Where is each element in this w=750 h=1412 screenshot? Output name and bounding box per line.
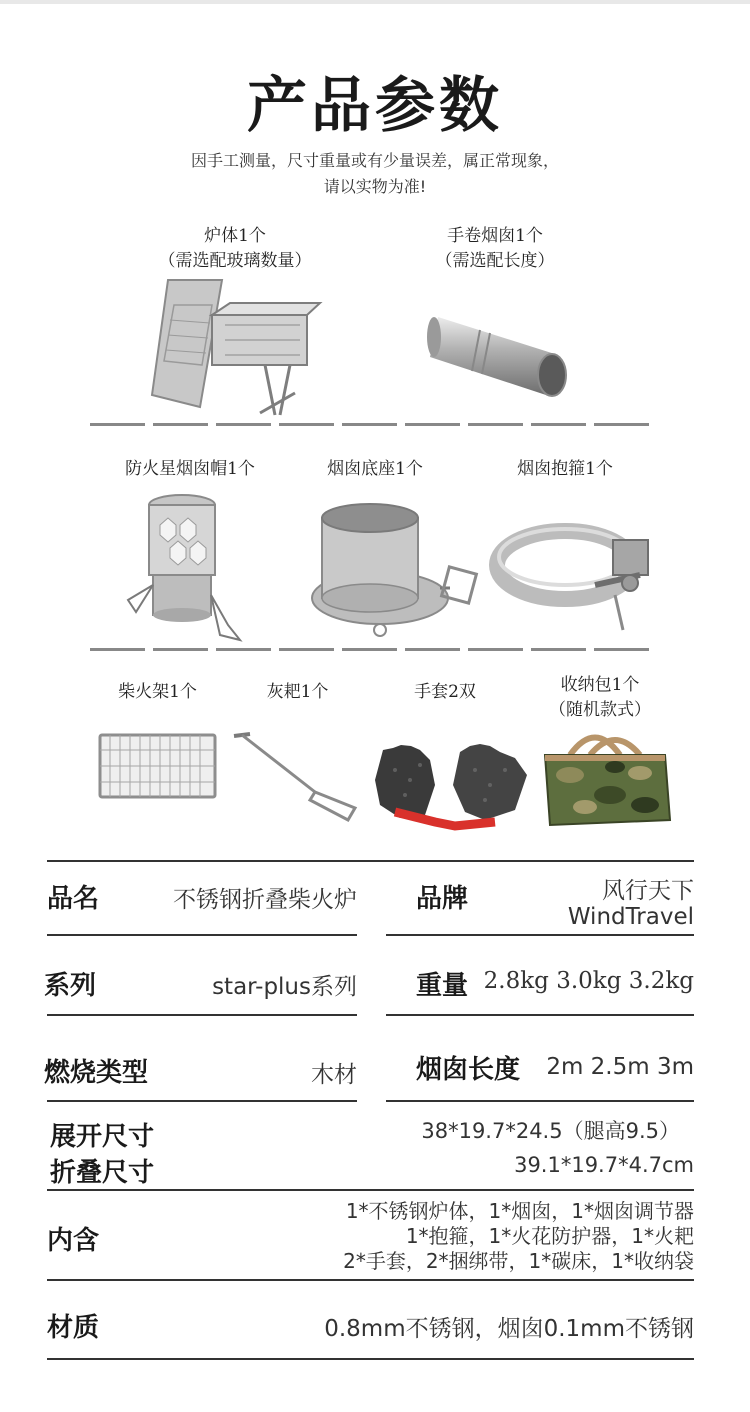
item-spark-cap-caption: 防火星烟囱帽1个 [125,459,255,479]
spec-divider [47,934,357,936]
spec-brand-value-cn: 风行天下 [602,878,694,904]
spec-top-line [47,860,694,862]
chimney-base-image [300,500,475,640]
spec-contents-line2: 1*抱箍，1*火花防护器，1*火耙 [405,1224,694,1248]
spec-chimney-length-value: 2m 2.5m 3m [546,1054,694,1080]
item-pipe-caption: 手卷烟囱1个 （需选配长度） [435,226,555,271]
spec-fold-size-value: 39.1*19.7*4.7cm [514,1153,694,1177]
spec-series-label: 系列 [44,971,97,1001]
spec-divider [386,934,694,936]
gloves-image [365,740,530,835]
spark-cap-image [120,490,250,645]
spec-series-value: star-plus系列 [212,974,357,1000]
grate-image [95,730,220,805]
spec-material-label: 材质 [47,1313,100,1343]
pipe-image [430,305,575,395]
spec-divider [47,1189,694,1191]
spec-open-size-value: 38*19.7*24.5（腿高9.5） [421,1119,680,1143]
item-bag-caption: 收纳包1个 （随机款式） [549,675,651,720]
ash-rake-image [230,730,360,825]
divider-row2 [90,648,660,651]
spec-contents-label: 内含 [47,1226,100,1256]
measurement-note-line2: 请以实物为准! [323,177,427,196]
spec-weight-label: 重量 [416,971,469,1001]
spec-fuel-label: 燃烧类型 [44,1058,149,1088]
divider-row1 [90,423,660,426]
stove-image [150,275,320,415]
spec-divider [386,1014,694,1016]
spec-name-label: 品名 [47,884,100,914]
item-chimney-base-caption: 烟囱底座1个 [327,459,423,479]
item-ash-rake-caption: 灰耙1个 [266,682,329,702]
spec-contents-line1: 1*不锈钢炉体，1*烟囱，1*烟囱调节器 [345,1199,694,1223]
spec-brand-label: 品牌 [416,884,469,914]
spec-chimney-length-label: 烟囱长度 [416,1055,521,1085]
spec-brand-value-en: WindTravel [567,904,694,930]
spec-divider [47,1014,357,1016]
spec-open-size-label: 展开尺寸 [50,1122,155,1152]
spec-contents-line3: 2*手套，2*捆绑带，1*碳床，1*收纳袋 [343,1249,694,1273]
spec-divider [386,1100,694,1102]
spec-divider [47,1100,357,1102]
item-stove-caption: 炉体1个 （需选配玻璃数量） [158,226,312,271]
spec-material-value: 0.8mm不锈钢，烟囱0.1mm不锈钢 [324,1316,694,1342]
page-title: 产品参数 [247,71,503,141]
measurement-note-line1: 因手工测量，尺寸重量或有少量误差，属正常现象， [190,151,559,170]
spec-bottom-line [47,1358,694,1360]
item-clamp-caption: 烟囱抱箍1个 [517,459,613,479]
item-gloves-caption: 手套2双 [414,682,476,702]
storage-bag-image [540,725,675,835]
spec-weight-value: 2.8kg 3.0kg 3.2kg [483,968,694,994]
top-divider [0,0,750,4]
spec-fuel-value: 木材 [311,1062,357,1088]
clamp-image [495,515,660,635]
spec-name-value: 不锈钢折叠柴火炉 [173,887,357,913]
item-grate-caption: 柴火架1个 [118,682,197,702]
spec-fold-size-label: 折叠尺寸 [50,1158,155,1188]
spec-divider [47,1279,694,1281]
